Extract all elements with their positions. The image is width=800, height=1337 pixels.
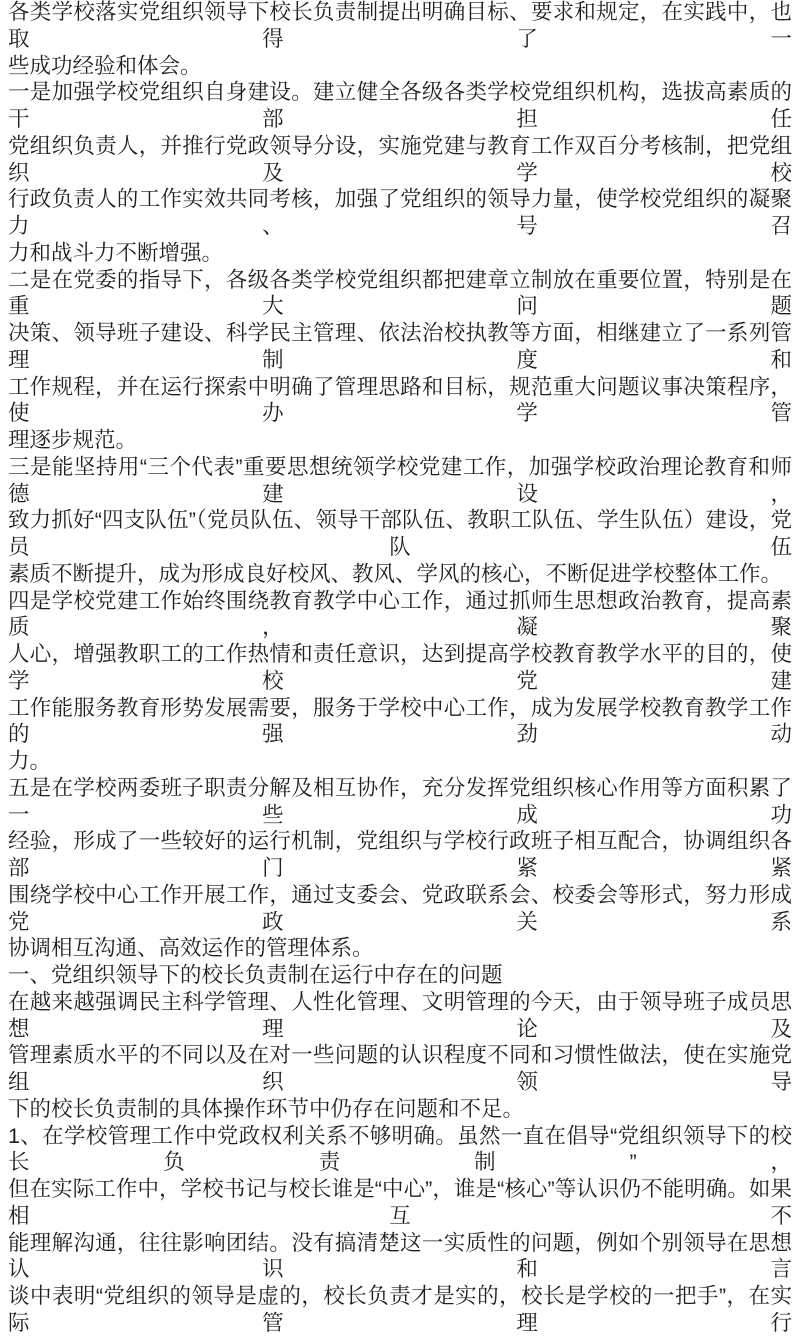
text-line: 二是在党委的指导下，各级各类学校党组织都把建章立制放在重要位置，特别是在重大问题 bbox=[8, 267, 792, 319]
text-line: 行政负责人的工作实效共同考核，加强了党组织的领导力量，使学校党组织的凝聚力、号召 bbox=[8, 187, 792, 238]
text-line: 一是加强学校党组织自身建设。建立健全各级各类学校党组织机构，选拔高素质的干部担任 bbox=[8, 80, 792, 131]
text-line: 力。 bbox=[8, 749, 52, 773]
text-line: 五是在学校两委班子职责分解及相互协作，充分发挥党组织核心作用等方面积累了一些成功 bbox=[8, 775, 792, 827]
text-line: 工作能服务教育形势发展需要，服务于学校中心工作，成为发展学校教育教学工作的强劲动 bbox=[8, 695, 792, 747]
text-line: 决策、领导班子建设、科学民主管理、依法治校执教等方面，相继建立了一系列管理制度和 bbox=[8, 321, 792, 372]
paragraph bbox=[8, 588, 792, 775]
text-line: 各类学校落实党组织领导下校长负责制提出明确目标、要求和规定，在实践中，也取得了一 bbox=[8, 0, 792, 51]
paragraph bbox=[8, 1123, 792, 1337]
text-line: 一、党组织领导下的校长负责制在运行中存在的问题 bbox=[8, 963, 503, 987]
paragraph bbox=[8, 79, 792, 266]
text-line: 四是学校党建工作始终围绕教育教学中心工作，通过抓师生思想政治教育，提高素质，凝聚 bbox=[8, 588, 792, 640]
text-line: 下的校长负责制的具体操作环节中仍存在问题和不足。 bbox=[8, 1096, 525, 1121]
paragraph bbox=[8, 0, 792, 79]
paragraph bbox=[8, 775, 792, 962]
text-line: 人心，增强教职工的工作热情和责任意识，达到提高学校教育教学水平的目的，使学校党建 bbox=[8, 642, 792, 693]
paragraph bbox=[8, 454, 792, 588]
text-line: 谈中表明“党组织的领导是虚的，校长负责才是实的，校长是学校的一把手”，在实际管理行 bbox=[8, 1284, 792, 1335]
text-line: 理逐步规范。 bbox=[8, 428, 138, 452]
text-line: 在越来越强调民主科学管理、人性化管理、文明管理的今天，由于领导班子成员思想理论及 bbox=[8, 989, 792, 1041]
text-line: 1、在学校管理工作中党政权利关系不够明确。虽然一直在倡导“党组织领导下的校长负责制”， bbox=[8, 1123, 792, 1175]
text-line: 工作规程，并在运行探索中明确了管理思路和目标，规范重大问题议事决策程序，使办学管 bbox=[8, 374, 792, 426]
paragraph bbox=[8, 989, 792, 1123]
text-line: 党组织负责人，并推行党政领导分设，实施党建与教育工作双百分考核制，把党组织及学校 bbox=[8, 133, 792, 185]
text-line: 素质不断提升，成为形成良好校风、教风、学风的核心，不断促进学校整体工作。 bbox=[8, 561, 783, 586]
text-line: 经验，形成了一些较好的运行机制，党组织与学校行政班子相互配合，协调组织各部门紧紧 bbox=[8, 829, 792, 880]
text-line: 管理素质水平的不同以及在对一些问题的认识程度不同和习惯性做法，使在实施党组织领导 bbox=[8, 1043, 792, 1094]
document-body bbox=[8, 0, 792, 1337]
text-line: 致力抓好“四支队伍”（党员队伍、领导干部队伍、教职工队伍、学生队伍）建设，党员队伍 bbox=[8, 508, 792, 559]
text-line: 但在实际工作中，学校书记与校长谁是“中心”，谁是“核心”等认识仍不能明确。如果相互不 bbox=[8, 1177, 792, 1228]
text-line: 协调相互沟通、高效运作的管理体系。 bbox=[8, 936, 374, 961]
text-line: 些成功经验和体会。 bbox=[8, 53, 202, 78]
paragraph bbox=[8, 962, 792, 989]
text-line: 三是能坚持用“三个代表”重要思想统领学校党建工作，加强学校政治理论教育和师德建设， bbox=[8, 454, 792, 506]
paragraph bbox=[8, 267, 792, 454]
text-line: 能理解沟通，往往影响团结。没有搞清楚这一实质性的问题，例如个别领导在思想认识和言 bbox=[8, 1230, 792, 1282]
text-line: 力和战斗力不断增强。 bbox=[8, 240, 224, 265]
text-line: 围绕学校中心工作开展工作，通过支委会、党政联系会、校委会等形式，努力形成党政关系 bbox=[8, 882, 792, 934]
